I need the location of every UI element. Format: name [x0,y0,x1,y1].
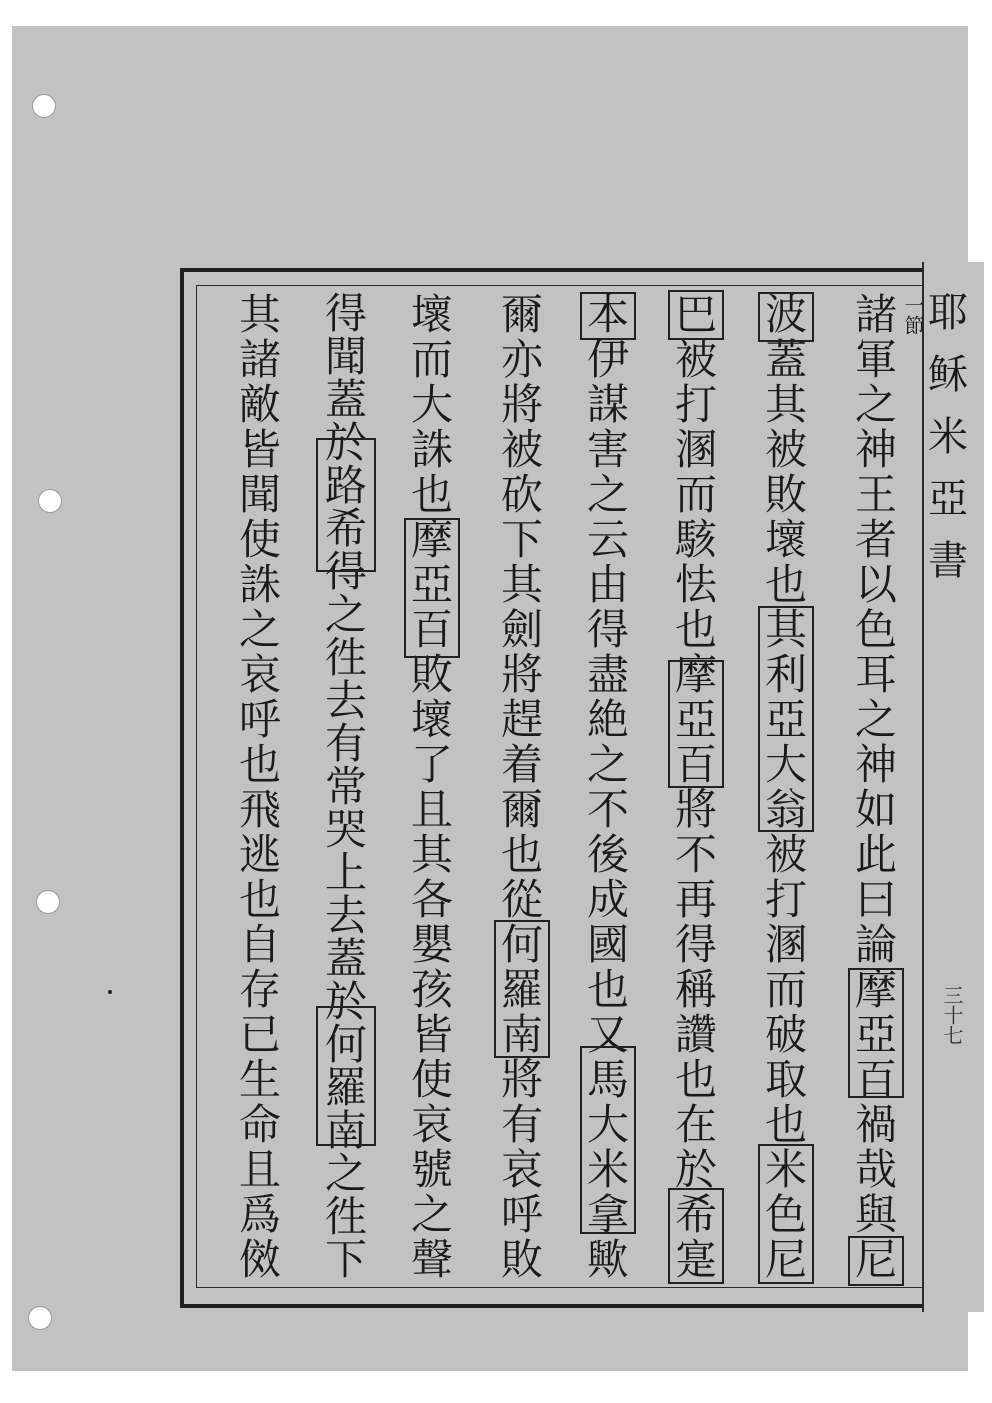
text-column: 爾 亦 將 被 砍 下 其 劍 將 趕 着 爾 也 從 何 羅 南 將 有 哀 呼 敗 [500,290,543,1284]
title-char: 耶 [928,290,968,336]
binder-hole-2 [38,489,62,513]
title-char: 書 [928,538,968,584]
name-box [580,1046,636,1234]
name-box [580,292,636,340]
binder-hole-3 [36,890,60,914]
binder-hole-1 [32,94,56,118]
text-column: 本 伊 謀 害 之 云 由 得 盡 絶 之 不 後 成 國 也 又 馬 大 米 拿 歟 [586,290,629,1284]
text-column: 巴 被 打 溷 而 駭 怯 也 摩 亞 百 將 不 再 得 稱 讚 也 在 於 希 寔 [674,290,717,1284]
text-column: 諸 軍 之 神 王 者 以 色 耳 之 神 如 此 曰 論 摩 亞 百 禍 哉 與 尼 [854,290,897,1284]
name-box [316,1006,376,1146]
book-title [926,282,970,592]
binder-hole-4 [28,1306,52,1330]
title-char: 亞 [928,476,968,522]
name-box [758,1144,814,1284]
name-box [758,606,814,832]
text-column: 得 聞 蓋 於 路 希 得 之 徃 去 有 常 哭 上 去 蓋 於 何 羅 南 之 徃 下 [324,289,367,1284]
text-column: 壞 而 大 誅 也 摩 亞 百 敗 壞 了 且 其 各 嬰 孩 皆 使 哀 號 之 聲 [410,290,453,1284]
name-box [848,1236,904,1286]
speck [108,990,112,994]
name-box [758,292,814,342]
title-char: 米 [928,414,968,460]
title-char: 稣 [928,352,968,398]
name-box [316,438,376,572]
name-box [668,1188,724,1284]
name-box [848,968,904,1098]
section-note: 一節 [901,295,925,335]
text-column: 波 蓋 其 被 敗 壞 也 其 利 亞 大 翁 被 打 溷 而 破 取 也 米 色 尼 [764,290,807,1284]
text-column: 其 諸 敵 皆 聞 使 誅 之 哀 呼 也 飛 逃 也 自 存 已 生 命 且 爲 傚 [238,290,281,1284]
page-number: 三十七 [940,985,964,1045]
name-box [668,290,724,340]
name-box [494,920,550,1058]
text-frame-inner [196,285,956,1288]
name-box [404,518,460,658]
name-box [668,660,724,788]
